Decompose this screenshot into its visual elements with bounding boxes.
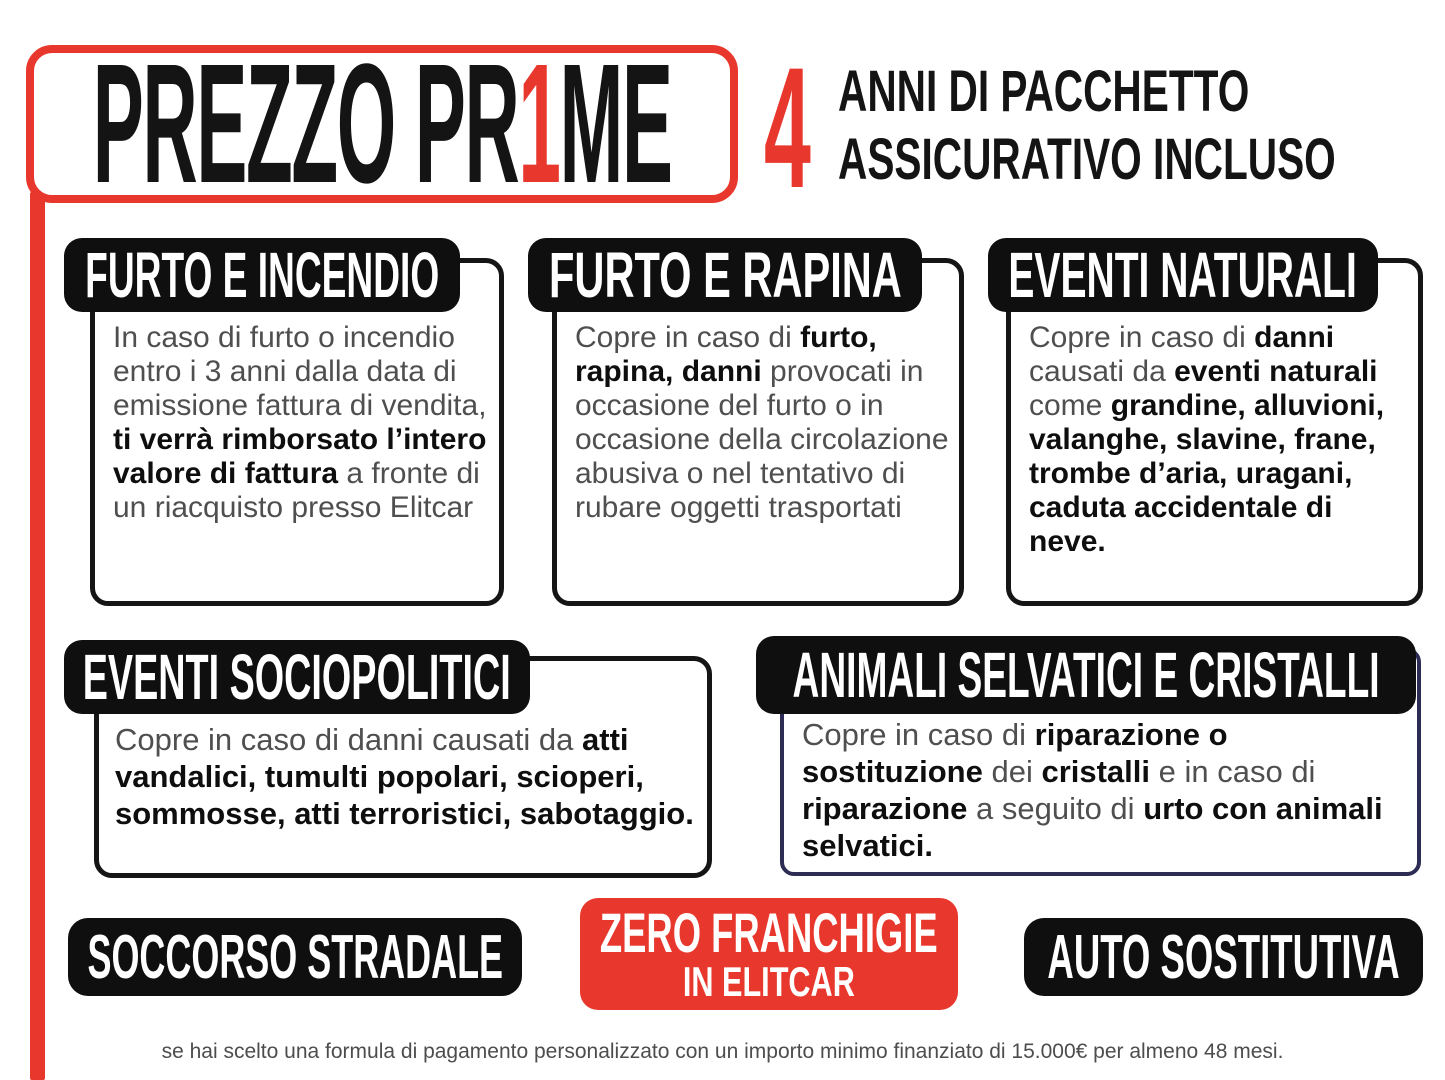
badge-label-line-1: ZERO FRANCHIGIE: [600, 901, 938, 964]
card-title-label: FURTO E INCENDIO: [84, 239, 440, 311]
card-animali-selvatici-e-cristalli-text: Copre in caso di riparazione o sostituzione dei cristalli e in caso di riparazione a seguito di urto con animali selvatici.: [802, 717, 1383, 863]
card-furto-e-incendio-text: In caso di furto o incendio entro i 3 anni dalla data di emissione fattura di vendita, ti verrà rimborsato l’intero valore di fattura a fronte di un riacquisto presso Elitcar: [113, 321, 487, 524]
card-title-label: EVENTI NATURALI: [1008, 239, 1358, 311]
card-title-eventi-sociopolitici: [64, 640, 530, 714]
card-title-furto-e-incendio: [64, 238, 460, 312]
card-eventi-sociopolitici-text: Copre in caso di danni causati da atti vandalici, tumulti popolari, scioperi, sommosse, atti terroristici, sabotaggio.: [115, 722, 694, 831]
badge-soccorso-stradale: [68, 918, 522, 996]
card-title-eventi-naturali: [988, 238, 1378, 312]
card-title-label: EVENTI SOCIOPOLITICI: [83, 641, 511, 713]
page-title: PREZZO PR1ME: [92, 29, 672, 219]
badge-label: AUTO SOSTITUTIVA: [1047, 922, 1400, 992]
footer-note: se hai scelto una formula di pagamento personalizzato con un importo minimo finanziato di 15.000€ per almeno 48 mesi.: [161, 1040, 1284, 1063]
card-title-label: ANIMALI SELVATICI E CRISTALLI: [792, 639, 1380, 711]
card-title-furto-e-rapina: [528, 238, 922, 312]
subtitle-line-1: ANNI DI PACCHETTO: [838, 59, 1250, 124]
card-title-animali-selvatici-e-cristalli: [756, 636, 1416, 714]
years-number-digit: 4: [764, 32, 811, 224]
card-eventi-naturali-text: Copre in caso di danni causati da eventi naturali come grandine, alluvioni, valanghe, slavine, frane, trombe d’aria, uragani, caduta accidentale di neve.: [1029, 321, 1385, 558]
card-title-label: FURTO E RAPINA: [548, 239, 902, 311]
badge-zero-franchigie: [580, 898, 958, 1010]
header-subtitle: [838, 58, 1445, 194]
card-furto-e-rapina-text: Copre in caso di furto, rapina, danni provocati in occasione del furto o in occasione della circolazione abusiva o nel tentativo di rubare oggetti trasportati: [575, 321, 949, 524]
badge-auto-sostitutiva: [1024, 918, 1423, 996]
subtitle-line-2: ASSICURATIVO INCLUSO: [838, 127, 1336, 192]
badge-label: SOCCORSO STRADALE: [87, 922, 503, 992]
red-accent-stripe: [30, 192, 45, 1080]
badge-label-line-2: IN ELITCAR: [682, 958, 856, 1005]
title-box: [26, 29, 738, 219]
